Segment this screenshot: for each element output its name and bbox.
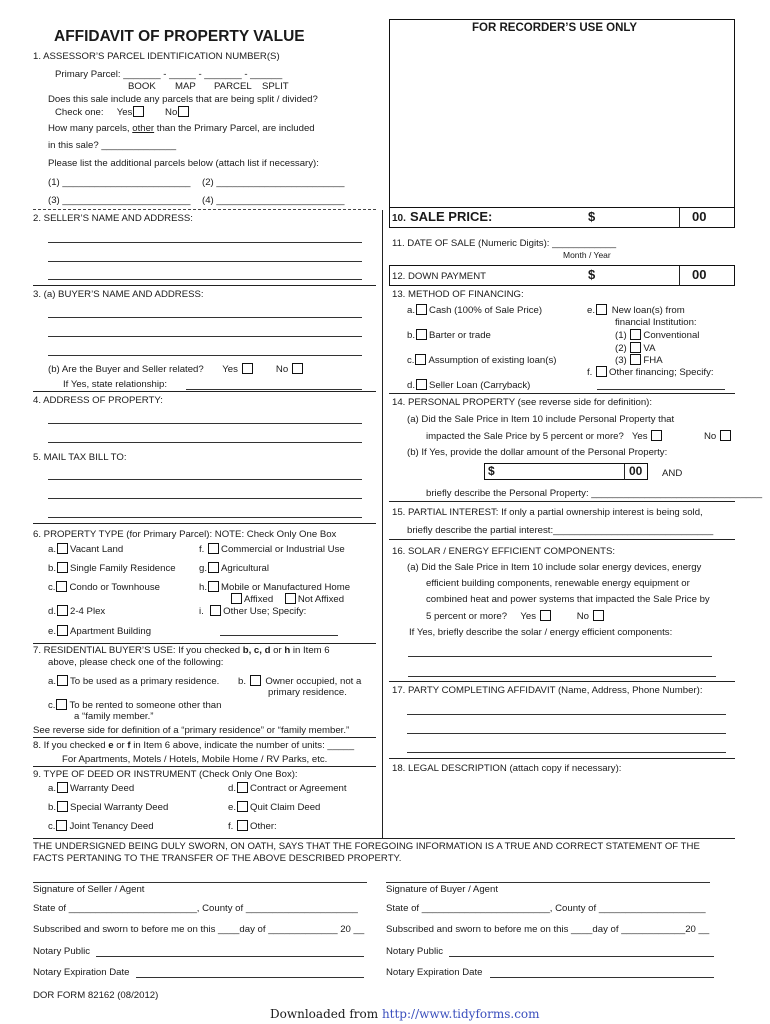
divider xyxy=(33,737,376,738)
pp-describe[interactable]: briefly describe the Personal Property: ________________________________ xyxy=(426,488,763,499)
type-d-letter: d. xyxy=(48,606,57,617)
not-affixed-label: Not Affixed xyxy=(297,594,345,605)
buyer-expiration-label: Notary Expiration Date xyxy=(386,967,483,978)
type-a-text: Vacant Land xyxy=(70,544,124,555)
down-payment-dollar: $ xyxy=(588,267,596,282)
divider xyxy=(389,758,735,759)
s7-label-bcd: b, c, d xyxy=(242,645,271,656)
use-b-checkbox[interactable] xyxy=(250,675,261,686)
s1-label: 1. ASSESSOR’S PARCEL IDENTIFICATION NUMBER(S) xyxy=(33,51,280,62)
deed-e-text: Quit Claim Deed xyxy=(250,802,321,813)
pp-no xyxy=(704,430,733,442)
use-c-letter: c. xyxy=(48,700,56,711)
in-sale-field[interactable]: in this sale? ______________ xyxy=(48,140,177,151)
s14-b: (b) If Yes, provide the dollar amount of the Personal Property: xyxy=(407,447,668,458)
fin-e1-checkbox[interactable] xyxy=(630,329,641,340)
fin-f-text: Other financing; Specify: xyxy=(609,367,714,378)
related-row xyxy=(48,363,305,375)
seller-line-1[interactable] xyxy=(48,242,362,243)
divider xyxy=(33,285,376,286)
fin-d-checkbox[interactable] xyxy=(416,379,427,390)
form-title: AFFIDAVIT OF PROPERTY VALUE xyxy=(54,28,305,45)
how-many-part-b: than the Primary Parcel, are included xyxy=(154,123,315,134)
deed-e-checkbox[interactable] xyxy=(237,801,248,812)
use-c-text: To be rented to someone other than xyxy=(69,700,222,711)
buyer-line-1[interactable] xyxy=(48,317,362,318)
s11-sub: Month / Year xyxy=(563,250,611,260)
s8-label-e: e xyxy=(108,740,114,751)
fin-e3-checkbox[interactable] xyxy=(630,354,641,365)
affixed-checkbox[interactable] xyxy=(231,593,242,604)
s7-label xyxy=(33,645,330,656)
split-no-checkbox[interactable] xyxy=(178,106,189,117)
deed-d-text: Contract or Agreement xyxy=(250,783,347,794)
pp-yes-label: Yes xyxy=(631,431,648,442)
solar-yes-label: Yes xyxy=(520,611,537,622)
deed-c-checkbox[interactable] xyxy=(56,820,67,831)
fin-e-text: New loan(s) from xyxy=(611,305,685,316)
oath-line-2: FACTS PERTANING TO THE TRANSFER OF THE ABOVE DESCRIBED PROPERTY. xyxy=(33,853,402,864)
s13-label: 13. METHOD OF FINANCING: xyxy=(392,289,524,300)
relationship-label: If Yes, state relationship: xyxy=(63,379,167,390)
s14-label: 14. PERSONAL PROPERTY (see reverse side for definition): xyxy=(392,397,653,408)
buyer-line-2[interactable] xyxy=(48,336,362,337)
type-e-checkbox[interactable] xyxy=(57,625,68,636)
fin-c xyxy=(407,354,556,366)
type-g-text: Agricultural xyxy=(221,563,270,574)
divider xyxy=(33,209,376,210)
deed-a-letter: a. xyxy=(48,783,57,794)
divider xyxy=(33,523,376,524)
parcel-1-field[interactable]: (1) ________________________ xyxy=(48,177,191,188)
s8-line2: For Apartments, Motels / Hotels, Mobile Home / RV Parks, etc. xyxy=(62,754,328,765)
fin-c-letter: c. xyxy=(407,355,415,366)
type-e-text: Apartment Building xyxy=(70,626,152,637)
fin-f-checkbox[interactable] xyxy=(596,366,607,377)
s7-label-e: in Item 6 xyxy=(290,645,330,656)
seller-expiration-label: Notary Expiration Date xyxy=(33,967,130,978)
footer-prefix: Downloaded from xyxy=(270,1007,382,1021)
type-e xyxy=(48,625,151,637)
divider xyxy=(389,393,735,394)
s16-a4-text: 5 percent or more? xyxy=(426,611,508,622)
fin-e1-text: Conventional xyxy=(643,330,700,341)
pp-amount-split xyxy=(624,464,625,480)
s8-label-or: or xyxy=(113,740,128,751)
pp-dollar: $ xyxy=(488,464,495,478)
split-no-label: No xyxy=(165,107,178,118)
s7-label-a: 7. RESIDENTIAL BUYER’S USE: If you checked xyxy=(33,645,243,656)
s7-label-h: h xyxy=(284,645,291,656)
fin-a-checkbox[interactable] xyxy=(416,304,427,315)
type-c-checkbox[interactable] xyxy=(56,581,67,592)
pp-and: AND xyxy=(662,468,683,479)
buyer-notary-line[interactable] xyxy=(449,956,714,957)
related-yes-label: Yes xyxy=(222,364,238,375)
s5-label: 5. MAIL TAX BILL TO: xyxy=(33,452,127,463)
fin-e2-checkbox[interactable] xyxy=(630,342,641,353)
s7-label-or: or xyxy=(270,645,285,656)
type-c-text: Condo or Townhouse xyxy=(69,582,160,593)
list-instructions: Please list the additional parcels below (attach list if necessary): xyxy=(48,158,319,169)
fin-e3 xyxy=(615,354,663,366)
fin-b-checkbox[interactable] xyxy=(416,329,427,340)
deed-d-letter: d. xyxy=(228,783,237,794)
buyer-line-3[interactable] xyxy=(48,355,362,356)
fin-e2-num: (2) xyxy=(615,343,627,354)
type-h-checkbox[interactable] xyxy=(208,581,219,592)
type-c xyxy=(48,581,160,593)
type-i xyxy=(199,605,306,617)
type-a-checkbox[interactable] xyxy=(57,543,68,554)
deed-b-text: Special Warranty Deed xyxy=(70,802,169,813)
seller-signature-label: Signature of Seller / Agent xyxy=(33,884,145,895)
related-no-checkbox[interactable] xyxy=(292,363,303,374)
use-a-letter: a. xyxy=(48,676,57,687)
s17-label: 17. PARTY COMPLETING AFFIDAVIT (Name, Address, Phone Number): xyxy=(392,685,703,696)
fin-d-text: Seller Loan (Carryback) xyxy=(429,380,531,391)
pp-cents[interactable]: 00 xyxy=(629,464,643,478)
use-b-text: Owner occupied, not a xyxy=(265,676,362,687)
related-question: (b) Are the Buyer and Seller related? xyxy=(48,364,204,375)
divider xyxy=(33,643,376,644)
divider xyxy=(33,391,376,392)
deed-a xyxy=(48,782,134,794)
use-c xyxy=(48,699,221,711)
seller-signature-line[interactable] xyxy=(33,882,367,883)
fin-e-letter: e. xyxy=(587,305,596,316)
party-line-3[interactable] xyxy=(407,752,726,753)
divider xyxy=(33,838,735,839)
s12-label: 12. DOWN PAYMENT xyxy=(392,271,486,282)
label-split: SPLIT xyxy=(262,81,289,92)
type-d-text: 2-4 Plex xyxy=(70,606,106,617)
pp-no-label: No xyxy=(704,431,717,442)
type-b-checkbox[interactable] xyxy=(57,562,68,573)
use-b-letter: b. xyxy=(238,676,247,687)
type-f-text: Commercial or Industrial Use xyxy=(221,544,345,555)
type-b-text: Single Family Residence xyxy=(70,563,176,574)
pp-yes-checkbox[interactable] xyxy=(651,430,662,441)
check-one-label: Check one: xyxy=(55,107,104,118)
parcel-4-field[interactable]: (4) ________________________ xyxy=(202,195,345,206)
party-line-1[interactable] xyxy=(407,714,726,715)
use-c-text2: a “family member.” xyxy=(74,711,154,722)
fin-a-text: Cash (100% of Sale Price) xyxy=(429,305,543,316)
solar-no-checkbox[interactable] xyxy=(593,610,604,621)
split-question: Does this sale include any parcels that are being split / divided? xyxy=(48,94,318,105)
sale-price-split xyxy=(679,208,680,228)
deed-b-letter: b. xyxy=(48,802,57,813)
fin-e1 xyxy=(615,329,699,341)
seller-notary-label: Notary Public xyxy=(33,946,91,957)
s8-label xyxy=(33,740,354,751)
sale-price-label: SALE PRICE: xyxy=(410,209,493,224)
seller-expiration-line[interactable] xyxy=(136,977,364,978)
address-line-1[interactable] xyxy=(48,423,362,424)
seller-sworn-field[interactable]: Subscribed and sworn to before me on this ____day of _____________ 20 __ xyxy=(33,924,365,935)
buyer-signature-line[interactable] xyxy=(386,882,710,883)
type-a-letter: a. xyxy=(48,544,57,555)
fin-e3-num: (3) xyxy=(615,355,627,366)
fin-c-text: Assumption of existing loan(s) xyxy=(428,355,557,366)
buyer-sworn-field[interactable]: Subscribed and sworn to before me on this ____day of ____________20 __ xyxy=(386,924,710,935)
deed-c-letter: c. xyxy=(48,821,56,832)
fin-e-checkbox[interactable] xyxy=(596,304,607,315)
s4-label: 4. ADDRESS OF PROPERTY: xyxy=(33,395,163,406)
party-line-2[interactable] xyxy=(407,733,726,734)
s8-label-b: in Item 6 above, indicate the number of units: _____ xyxy=(130,740,355,751)
affixed-label: Affixed xyxy=(244,594,274,605)
s16-a3: combined heat and power systems that impacted the Sale Price by xyxy=(426,594,710,605)
s11-label[interactable]: 11. DATE OF SALE (Numeric Digits): ____________ xyxy=(392,238,617,249)
recorder-label: FOR RECORDER’S USE ONLY xyxy=(472,22,638,34)
deed-f xyxy=(228,820,277,832)
solar-no-label: No xyxy=(576,611,589,622)
type-f xyxy=(199,543,345,555)
parcel-2-field[interactable]: (2) ________________________ xyxy=(202,177,345,188)
footer-link[interactable]: http://www.tidyforms.com xyxy=(381,1007,540,1021)
label-book: BOOK xyxy=(128,81,156,92)
type-d xyxy=(48,605,105,617)
type-g xyxy=(199,562,269,574)
use-a xyxy=(48,675,219,687)
fin-a-letter: a. xyxy=(407,305,416,316)
type-b xyxy=(48,562,176,574)
footer xyxy=(270,1008,540,1022)
buyer-notary-label: Notary Public xyxy=(386,946,444,957)
related-no-label: No xyxy=(275,364,289,375)
affixed-row xyxy=(230,593,344,605)
type-h-text: Mobile or Manufactured Home xyxy=(221,582,351,593)
type-c-letter: c. xyxy=(48,582,56,593)
mail-line-2[interactable] xyxy=(48,498,362,499)
divider xyxy=(389,539,735,540)
solar-line-1[interactable] xyxy=(408,656,712,657)
split-yes-label: Yes xyxy=(116,107,133,118)
oath-line-1: THE UNDERSIGNED BEING DULY SWORN, ON OATH, SAYS THAT THE FOREGOING INFORMATION IS A TRUE AND CORRECT STATEMENT OF THE xyxy=(33,841,700,852)
s8-label-a: 8. If you checked xyxy=(33,740,109,751)
pp-no-checkbox[interactable] xyxy=(720,430,731,441)
use-c-checkbox[interactable] xyxy=(56,699,67,710)
divider xyxy=(33,766,376,767)
deed-f-text: Other: xyxy=(250,821,277,832)
fin-b-text: Barter or trade xyxy=(429,330,491,341)
s14-a2 xyxy=(426,430,664,442)
sale-price-cents[interactable]: 00 xyxy=(692,209,707,224)
s8-label-f: f xyxy=(127,740,131,751)
deed-f-letter: f. xyxy=(228,821,234,832)
s9-label: 9. TYPE OF DEED OR INSTRUMENT (Check Only One Box): xyxy=(33,769,298,780)
other-financing-line[interactable] xyxy=(597,389,725,390)
solar-line-2[interactable] xyxy=(408,676,716,677)
type-h-letter: h. xyxy=(199,582,208,593)
type-g-checkbox[interactable] xyxy=(208,562,219,573)
buyer-signature-label: Signature of Buyer / Agent xyxy=(386,884,499,895)
deed-a-checkbox[interactable] xyxy=(57,782,68,793)
deed-c xyxy=(48,820,154,832)
split-yes-checkbox[interactable] xyxy=(133,106,144,117)
check-one-row xyxy=(55,106,191,118)
relationship-line[interactable] xyxy=(186,389,362,390)
use-b xyxy=(238,675,361,687)
address-line-2[interactable] xyxy=(48,442,362,443)
s16-a4 xyxy=(426,610,606,622)
type-d-checkbox[interactable] xyxy=(57,605,68,616)
buyer-state-field[interactable]: State of ________________________, County of ____________________ xyxy=(386,903,706,914)
label-parcel: PARCEL xyxy=(214,81,252,92)
type-i-text: Other Use; Specify: xyxy=(223,606,307,617)
fin-b-letter: b. xyxy=(407,330,416,341)
primary-parcel-field[interactable]: Primary Parcel: _______ - _____ - _______ - ______ xyxy=(55,69,283,80)
recorder-box xyxy=(389,19,735,208)
related-yes-checkbox[interactable] xyxy=(242,363,253,374)
divider xyxy=(389,501,735,502)
use-a-text: To be used as a primary residence. xyxy=(70,676,220,687)
type-h xyxy=(199,581,350,593)
type-f-letter: f. xyxy=(199,544,205,555)
fin-d xyxy=(407,379,530,391)
s6-label: 6. PROPERTY TYPE (for Primary Parcel): NOTE: Check Only One Box xyxy=(33,529,337,540)
how-many-question xyxy=(48,123,315,134)
fin-d-letter: d. xyxy=(407,380,416,391)
buyer-expiration-line[interactable] xyxy=(490,977,714,978)
seller-line-2[interactable] xyxy=(48,261,362,262)
sale-price-dollar: $ xyxy=(588,209,596,224)
how-many-part-a: How many parcels, xyxy=(48,123,133,134)
deed-b-checkbox[interactable] xyxy=(57,801,68,812)
down-payment-cents[interactable]: 00 xyxy=(692,267,707,282)
parcel-3-field[interactable]: (3) ________________________ xyxy=(48,195,191,206)
deed-c-text: Joint Tenancy Deed xyxy=(69,821,154,832)
use-a-checkbox[interactable] xyxy=(57,675,68,686)
fin-e2-text: VA xyxy=(643,343,656,354)
type-g-letter: g. xyxy=(199,563,208,574)
deed-d-checkbox[interactable] xyxy=(237,782,248,793)
s16-a2: efficient building components, renewable energy equipment or xyxy=(426,578,690,589)
s14-a: (a) Did the Sale Price in Item 10 include Personal Property that xyxy=(407,414,675,425)
deed-e xyxy=(228,801,320,813)
seller-state-field[interactable]: State of ________________________, County of _____________________ xyxy=(33,903,358,914)
seller-line-3[interactable] xyxy=(48,279,362,280)
fin-a xyxy=(407,304,542,316)
s16-if-yes: If Yes, briefly describe the solar / energy efficient components: xyxy=(409,627,673,638)
form-number: DOR FORM 82162 (08/2012) xyxy=(33,990,159,1001)
down-payment-split xyxy=(679,266,680,286)
how-many-other: other xyxy=(132,123,155,134)
s16-a: (a) Did the Sale Price in Item 10 include solar energy devices, energy xyxy=(407,562,702,573)
s14-a2-text: impacted the Sale Price by 5 percent or more? xyxy=(426,431,624,442)
fin-b xyxy=(407,329,491,341)
sale-price-number: 10. xyxy=(392,213,406,224)
fin-e-text2: financial Institution: xyxy=(615,317,697,328)
type-i-letter: i. xyxy=(199,606,204,617)
s2-label: 2. SELLER’S NAME AND ADDRESS: xyxy=(33,213,193,224)
fin-e xyxy=(587,304,685,316)
fin-c-checkbox[interactable] xyxy=(415,354,426,365)
use-b-text2: primary residence. xyxy=(268,687,347,698)
use-see-reverse: See reverse side for definition of a “primary residence” or “family member.” xyxy=(33,725,350,736)
deed-e-letter: e. xyxy=(228,802,237,813)
mail-line-1[interactable] xyxy=(48,479,362,480)
not-affixed-checkbox[interactable] xyxy=(285,593,296,604)
deed-a-text: Warranty Deed xyxy=(70,783,135,794)
type-e-letter: e. xyxy=(48,626,57,637)
mail-line-3[interactable] xyxy=(48,517,362,518)
seller-notary-line[interactable] xyxy=(96,956,364,957)
type-f-checkbox[interactable] xyxy=(208,543,219,554)
fin-e2 xyxy=(615,342,656,354)
s15-desc[interactable]: briefly describe the partial interest:______________________________ xyxy=(407,525,714,536)
deed-d xyxy=(228,782,347,794)
s15-label: 15. PARTIAL INTEREST: If only a partial ownership interest is being sold, xyxy=(392,507,703,518)
label-map: MAP xyxy=(175,81,196,92)
column-divider xyxy=(382,210,383,838)
fin-f xyxy=(587,366,714,378)
other-use-line[interactable] xyxy=(220,635,338,636)
s18-label: 18. LEGAL DESCRIPTION (attach copy if necessary): xyxy=(392,763,622,774)
s3-label: 3. (a) BUYER’S NAME AND ADDRESS: xyxy=(33,289,204,300)
fin-e1-num: (1) xyxy=(615,330,627,341)
s7-line2: above, please check one of the following: xyxy=(48,657,224,668)
divider xyxy=(389,681,735,682)
fin-f-letter: f. xyxy=(587,367,593,378)
s16-label: 16. SOLAR / ENERGY EFFICIENT COMPONENTS: xyxy=(392,546,616,557)
type-b-letter: b. xyxy=(48,563,57,574)
deed-b xyxy=(48,801,168,813)
type-a xyxy=(48,543,123,555)
solar-yes-checkbox[interactable] xyxy=(540,610,551,621)
type-i-checkbox[interactable] xyxy=(210,605,221,616)
fin-e3-text: FHA xyxy=(643,355,663,366)
deed-f-checkbox[interactable] xyxy=(237,820,248,831)
